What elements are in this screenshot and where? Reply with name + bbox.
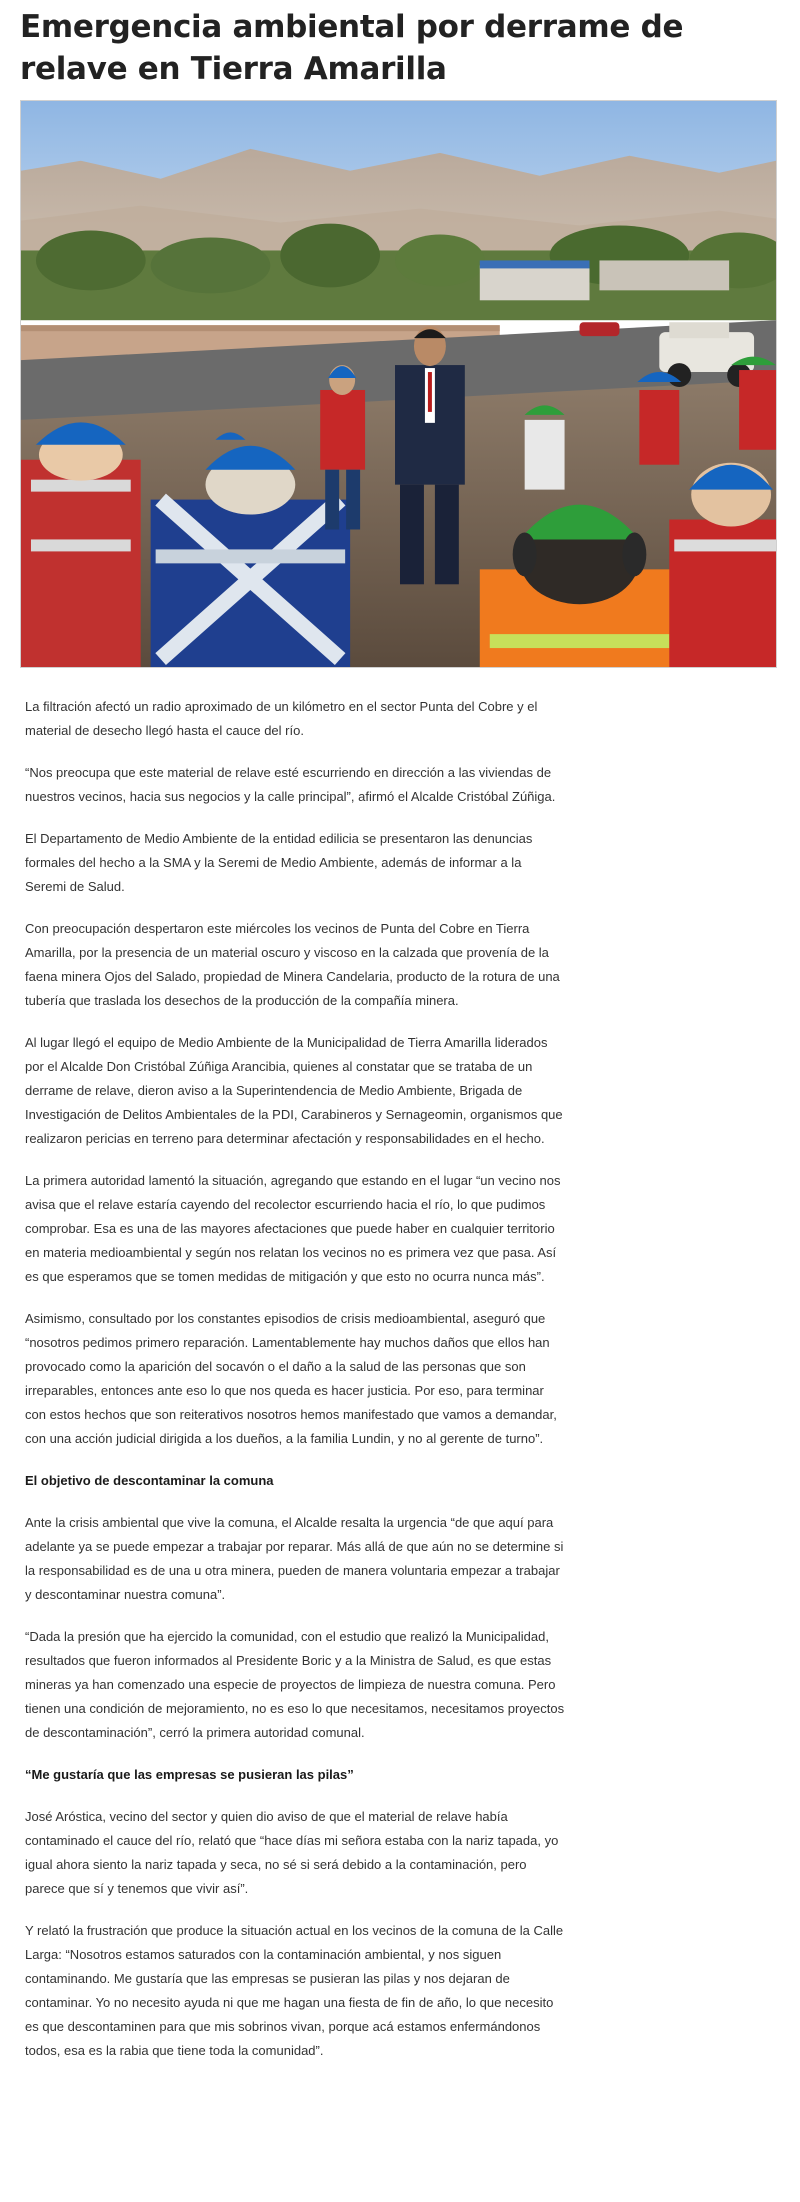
paragraph: Al lugar llegó el equipo de Medio Ambiente de la Municipalidad de Tierra Amarilla liderados por el Alcalde Don Cristóbal Zúñiga Arancibia, quienes al constatar que se trataba de un derrame de relave, dieron aviso a la Superintendencia de Medio Ambiente, Brigada de Investigación de Delitos Ambientales de la PDI, Carabineros y Sernageomin, organismos que realizaron pericias en terreno para determinar afectación y responsabilidades en el hecho. (25, 1035, 563, 1146)
section-heading: El objetivo de descontaminar la comuna (25, 1473, 274, 1488)
section-heading: “Me gustaría que las empresas se pusieran las pilas” (25, 1767, 354, 1782)
article-photo (20, 100, 777, 668)
paragraph: “Nos preocupa que este material de relave esté escurriendo en dirección a las viviendas de nuestros vecinos, hacia sus negocios y la calle principal”, afirmó el Alcalde Cristóbal Zúñiga. (25, 765, 556, 804)
paragraph: “Dada la presión que ha ejercido la comunidad, con el estudio que realizó la Municipalidad, resultados que fueron informados al Presidente Boric y a la Ministra de Salud, es que estas mineras ya han comenzado una especie de proyectos de limpieza de nuestra comuna. Pero tienen una condición de mejoramiento, no es eso lo que necesitamos, necesitamos proyectos de descontaminación”, cerró la primera autoridad comunal. (25, 1629, 565, 1740)
paragraph: Y relató la frustración que produce la situación actual en los vecinos de la comuna de la Calle Larga: “Nosotros estamos saturados con la contaminación ambiental, y nos siguen contaminando. Me gustaría que las empresas se pusieran las pilas y nos dejaran de contaminar. Yo no necesito ayuda ni que me hagan una fiesta de fin de año, lo que necesito es que descontaminen para que mis sobrinos vivan, porque acá estamos enfermándonos todos, esa es la rabia que tiene toda la comunidad”. (25, 1923, 564, 2058)
paragraph: La filtración afectó un radio aproximado de un kilómetro en el sector Punta del Cobre y el material de desecho llegó hasta el cauce del río. (25, 699, 538, 738)
paragraph: Asimismo, consultado por los constantes episodios de crisis medioambiental, aseguró que “nosotros pedimos primero reparación. Lamentablemente hay muchos daños que ellos han provocado como la aparición del socavón o el daño a la salud de las personas que son irreparables, entonces ante eso lo que nos queda es hacer justicia. Por eso, para terminar con estos hechos que son reiterativos nosotros hemos manifestado que vamos a demandar, con una acción judicial dirigida a los dueños, a la familia Lundin, y no al gerente de turno”. (25, 1311, 557, 1446)
paragraph: Con preocupación despertaron este miércoles los vecinos de Punta del Cobre en Tierra Amarilla, por la presencia de un material oscuro y viscoso en la calzada que provenía de la faena minera Ojos del Salado, propiedad de Minera Candelaria, producto de la rotura de una tubería que traslada los desechos de la producción de la compañía minera. (25, 921, 560, 1008)
paragraph: José Aróstica, vecino del sector y quien dio aviso de que el material de relave había contaminado el cauce del río, relató que “hace días mi señora estaba con la nariz tapada, yo igual ahora siento la nariz tapada y seca, no sé si será debido a la contaminación, pero parece que sí y tenemos que vivir así”. (25, 1809, 559, 1896)
photo-scene (21, 101, 776, 667)
article-body (25, 695, 565, 2081)
paragraph: La primera autoridad lamentó la situación, agregando que estando en el lugar “un vecino nos avisa que el relave estaría cayendo del recolector escurriendo hacia el río, lo que pudimos comprobar. Esa es una de las mayores afectaciones que puede haber en cualquier territorio en materia medioambiental y según nos relatan los vecinos no es primera vez que pasa. Así es que esperamos que se tomen medidas de mitigación y que esto no ocurra nunca más”. (25, 1173, 561, 1284)
paragraph: El Departamento de Medio Ambiente de la entidad edilicia se presentaron las denuncias formales del hecho a la SMA y la Seremi de Medio Ambiente, además de informar a la Seremi de Salud. (25, 831, 533, 894)
article-title: Emergencia ambiental por derrame de relave en Tierra Amarilla (20, 9, 684, 87)
paragraph: Ante la crisis ambiental que vive la comuna, el Alcalde resalta la urgencia “de que aquí para adelante ya se puede empezar a trabajar por reparar. Más allá de que aún no se determine si la responsabilidad es de una u otra minera, pueden de manera voluntaria empezar a trabajar y descontaminar nuestra comuna”. (25, 1515, 564, 1602)
